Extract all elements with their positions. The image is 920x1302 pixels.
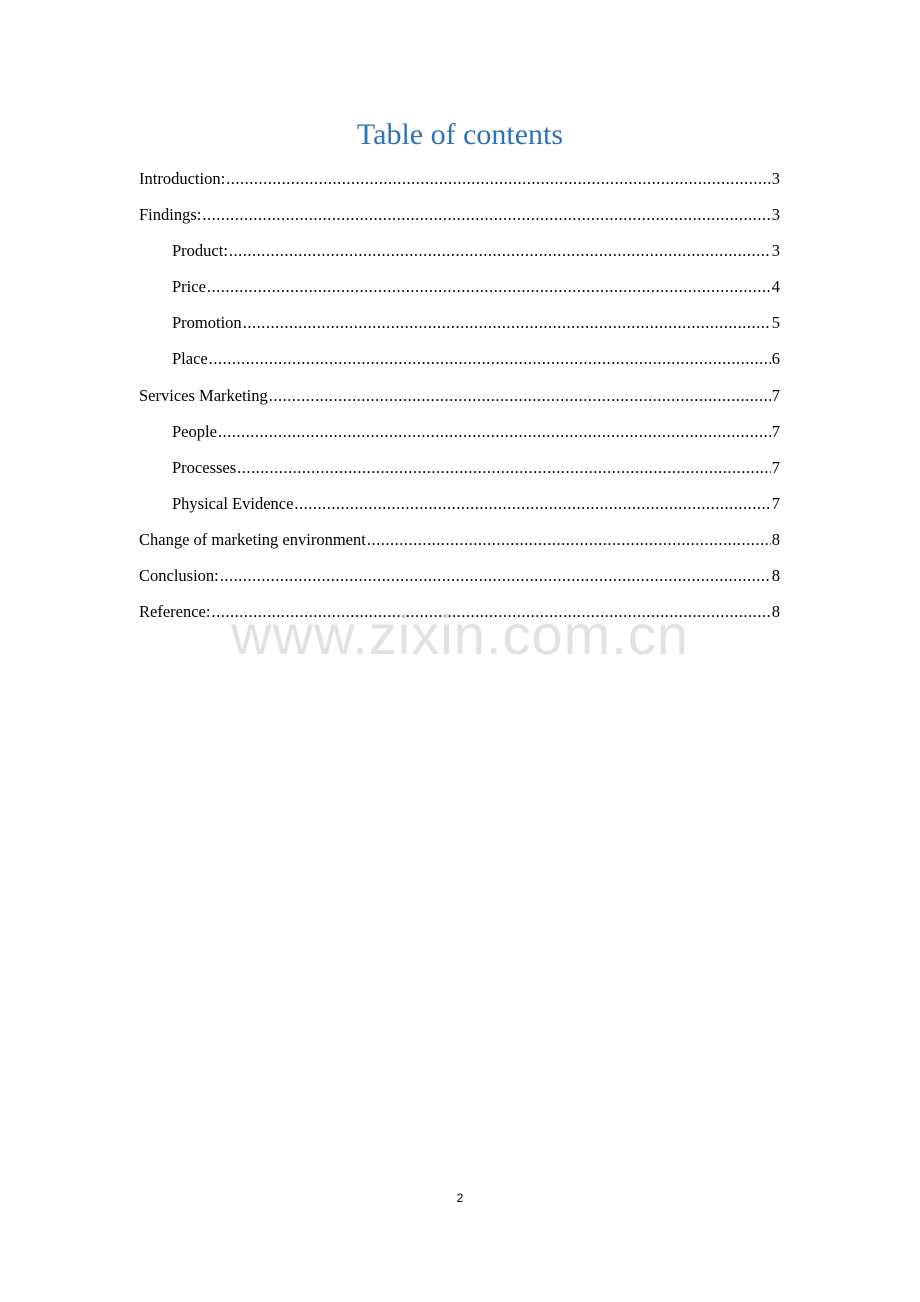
toc-page-number: 8 bbox=[771, 602, 780, 622]
toc-entry-label: Findings: bbox=[139, 205, 202, 225]
toc-entry-label: Promotion bbox=[172, 313, 242, 333]
toc-page-number: 7 bbox=[771, 421, 780, 441]
toc-entry-label: Introduction: bbox=[139, 169, 226, 188]
toc-dot-leader bbox=[229, 238, 771, 264]
toc-entry-people[interactable] bbox=[139, 419, 780, 455]
toc-entry-conclusion[interactable] bbox=[139, 563, 780, 599]
toc-dot-leader bbox=[218, 419, 771, 445]
toc-entry-promotion[interactable] bbox=[139, 310, 780, 346]
toc-entry-label: Product: bbox=[172, 241, 228, 261]
toc-entry-label: Place bbox=[172, 349, 208, 369]
toc-page-number: 8 bbox=[771, 566, 780, 586]
toc-entry-physical-evidence[interactable] bbox=[139, 491, 780, 527]
toc-entry-place[interactable] bbox=[139, 346, 780, 382]
toc-entry-findings[interactable] bbox=[139, 202, 780, 238]
page-number: 2 bbox=[456, 1191, 464, 1205]
toc-page-number: 8 bbox=[771, 529, 780, 549]
toc-entry-label: Processes bbox=[172, 457, 237, 477]
toc-entry-label: Reference: bbox=[139, 602, 211, 622]
toc-page-number: 6 bbox=[771, 349, 780, 369]
watermark: www.zixin.com.cn bbox=[231, 603, 689, 666]
toc-entry-label: Change of marketing environment bbox=[139, 529, 366, 549]
toc-page-number: 5 bbox=[771, 313, 780, 333]
toc-entry-label: People bbox=[172, 421, 217, 441]
toc-dot-leader bbox=[207, 274, 771, 300]
toc-dot-leader bbox=[202, 202, 770, 228]
toc-entry-label: Price bbox=[172, 277, 206, 297]
toc-entry-price[interactable] bbox=[139, 274, 780, 310]
toc-page-number: 7 bbox=[771, 457, 780, 477]
toc-page-number: 7 bbox=[771, 493, 780, 513]
toc-page-number: 3 bbox=[771, 169, 780, 188]
toc-page-number: 3 bbox=[771, 241, 780, 261]
toc-entry-product[interactable] bbox=[139, 238, 780, 274]
toc-entry-label: Physical Evidence bbox=[172, 493, 294, 513]
toc-entry-introduction[interactable] bbox=[139, 166, 780, 202]
toc-entry-label: Conclusion: bbox=[139, 566, 219, 586]
toc-entry-reference[interactable] bbox=[139, 599, 780, 635]
toc-entry-label: Services Marketing bbox=[139, 385, 268, 405]
toc-dot-leader bbox=[367, 527, 771, 553]
toc-page-number: 7 bbox=[771, 385, 780, 405]
page-title: Table of contents bbox=[356, 118, 564, 151]
table-of-contents bbox=[139, 166, 780, 635]
toc-dot-leader bbox=[209, 346, 771, 372]
toc-entry-services-marketing[interactable] bbox=[139, 383, 780, 419]
toc-dot-leader bbox=[211, 599, 770, 625]
toc-entry-processes[interactable] bbox=[139, 455, 780, 491]
toc-page-number: 3 bbox=[771, 205, 780, 225]
toc-dot-leader bbox=[237, 455, 771, 481]
toc-dot-leader bbox=[220, 563, 771, 589]
toc-dot-leader bbox=[243, 310, 771, 336]
toc-dot-leader bbox=[294, 491, 770, 517]
toc-dot-leader bbox=[269, 383, 771, 409]
toc-dot-leader bbox=[226, 166, 771, 192]
toc-page-number: 4 bbox=[771, 277, 780, 297]
toc-entry-change-of-marketing-environment[interactable] bbox=[139, 527, 780, 563]
